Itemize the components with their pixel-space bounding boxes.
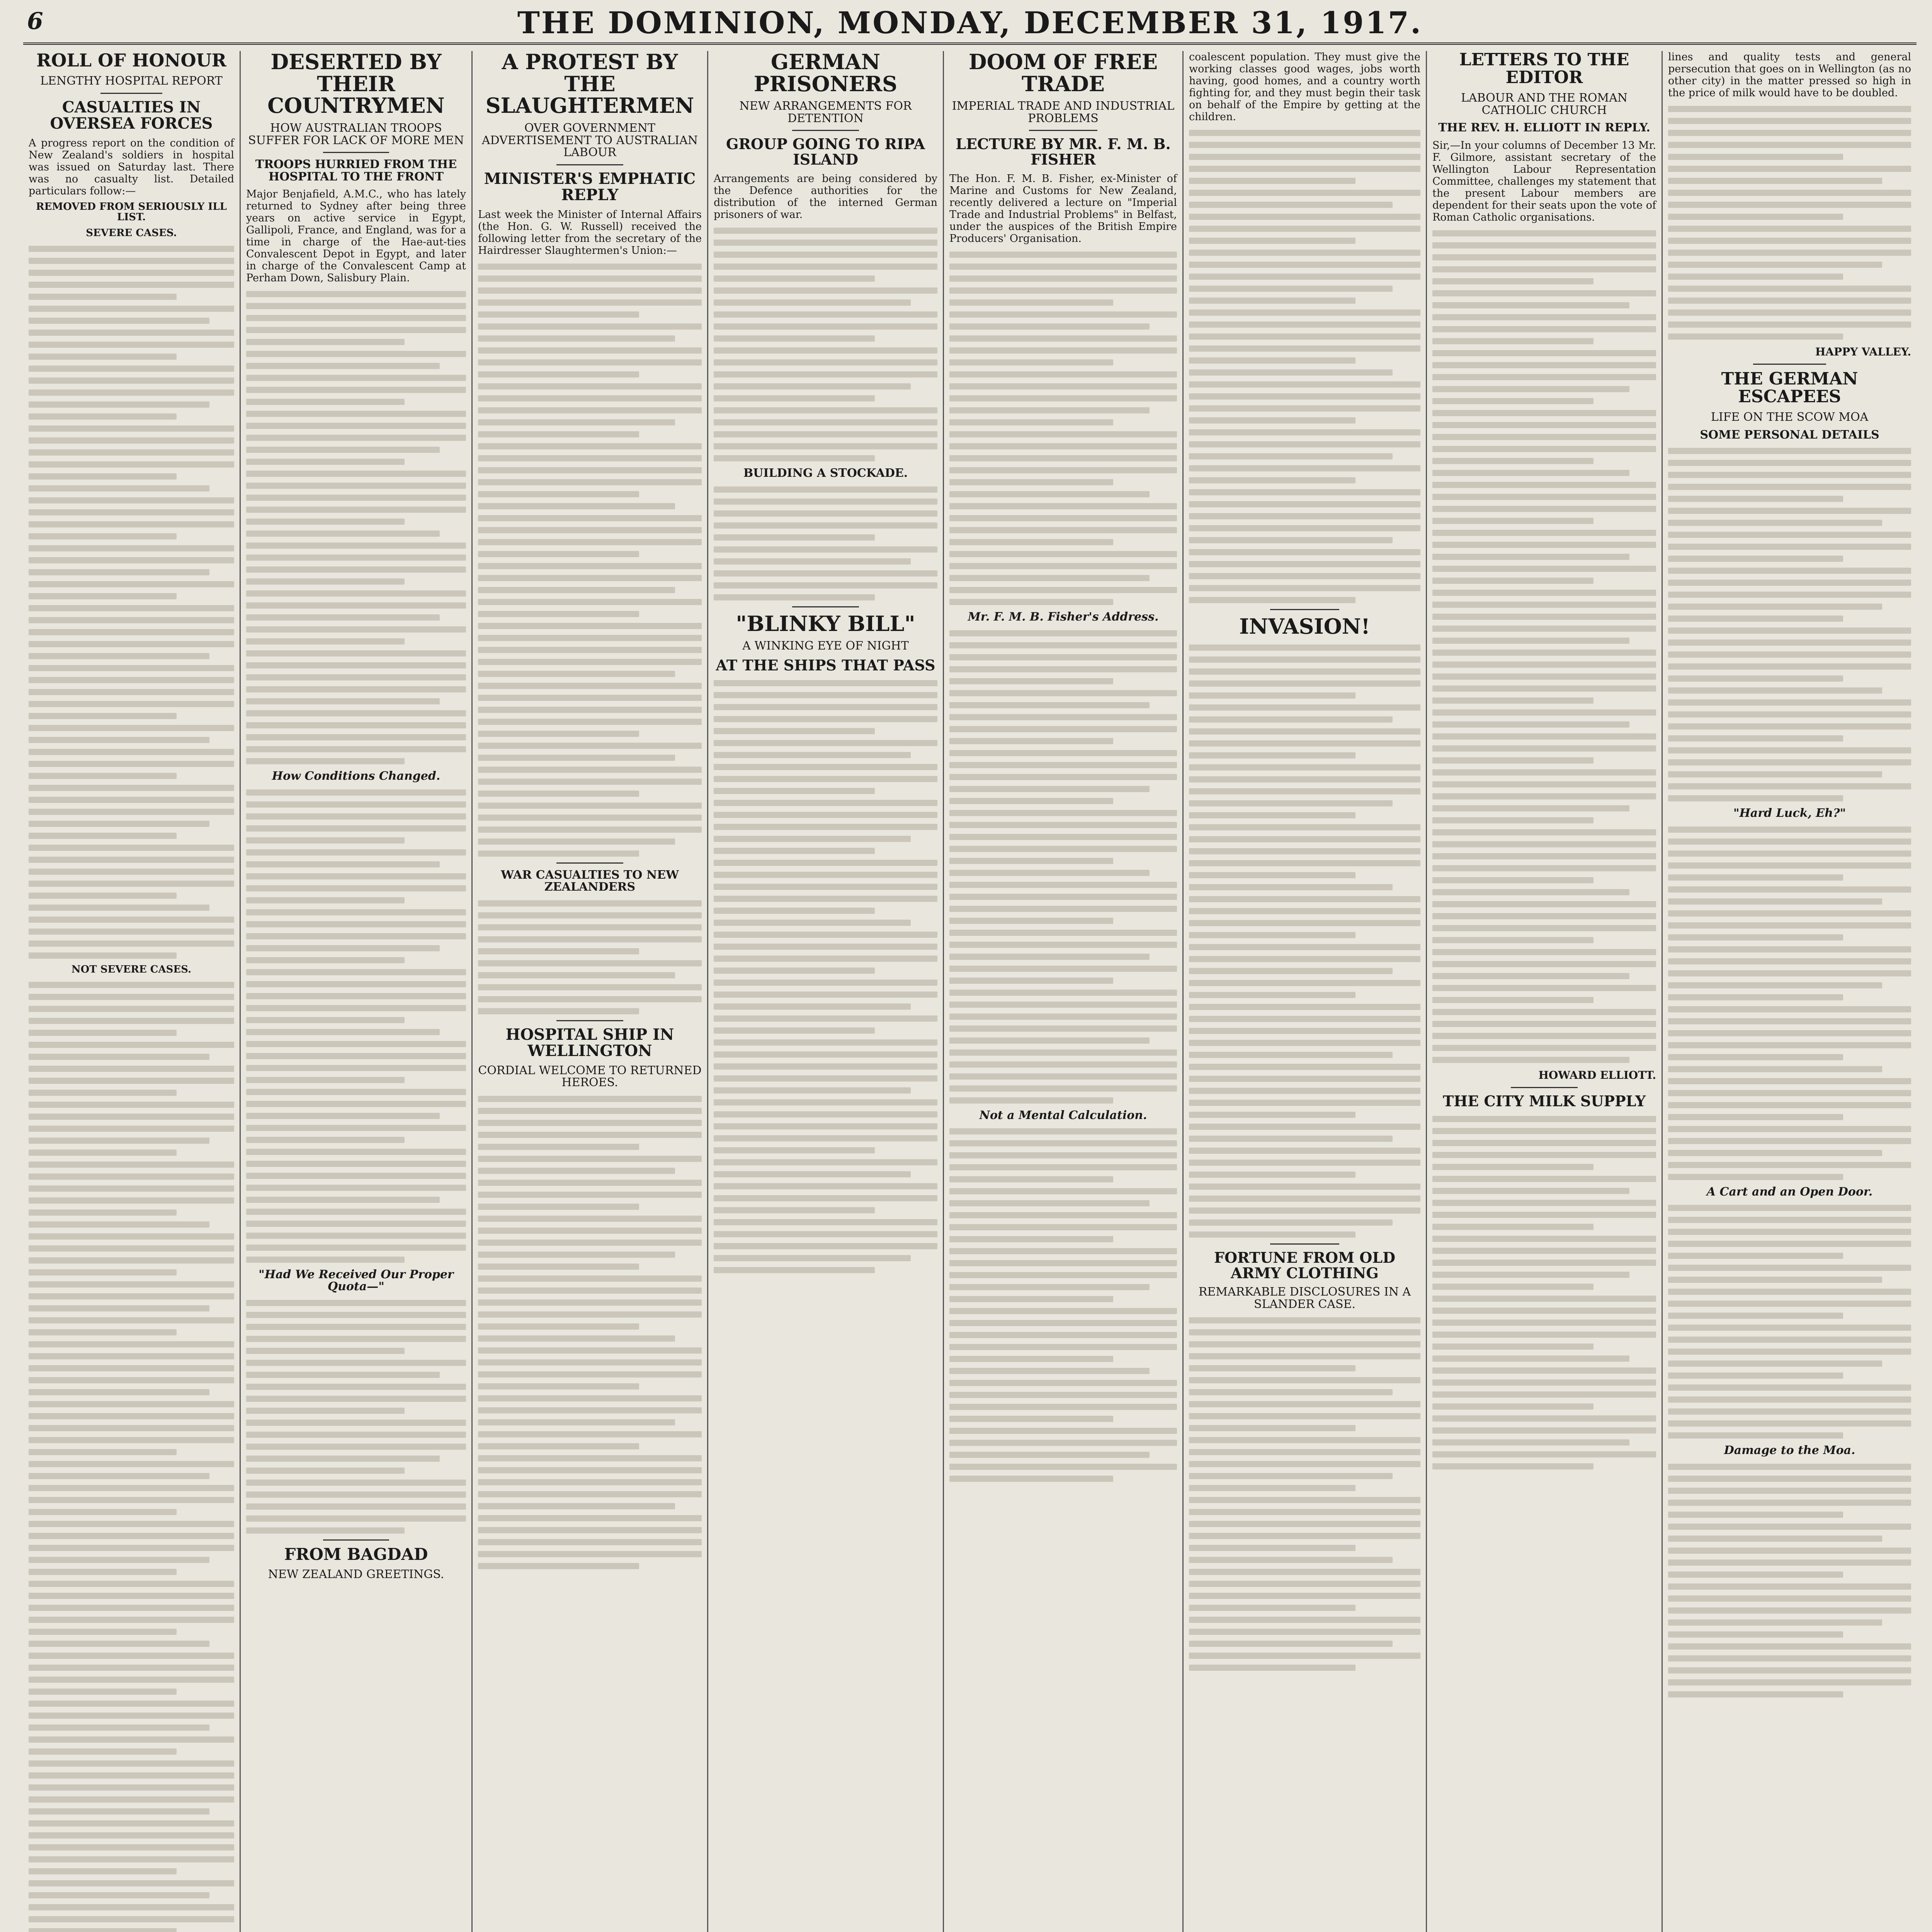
- letter-body: [1432, 230, 1656, 1063]
- column-5: [943, 51, 1182, 1932]
- roll-of-honour-heading: ROLL OF HONOUR: [36, 51, 226, 71]
- winking-eye-subheading: A WINKING EYE OF NIGHT: [742, 639, 909, 653]
- labour-church-subheading: LABOUR AND THE ROMAN CATHOLIC CHURCH: [1461, 91, 1628, 117]
- divider: [556, 1020, 624, 1021]
- deserted-intro: Major Benjafield, A.M.C., who has lately returned to Sydney after being three years on active service in Egypt, Gallipoli, France, and England, was for a time in charge of the Hae-aut-ties Convalescent Depot in Egypt, and later in charge of the Convalescent Camp at Perham Down, Salisbury Plain.: [246, 188, 466, 284]
- free-trade-continued: coalescent population. They must give the working classes good wages, jobs worth having, good homes, and a country worth fighting for, and they must begin their task on behalf of the Empire by getting at the children.: [1189, 51, 1420, 123]
- conditions-changed-heading: How Conditions Changed.: [272, 769, 440, 783]
- column-7: [1426, 51, 1662, 1932]
- ships-that-pass-heading: AT THE SHIPS THAT PASS: [716, 656, 935, 674]
- column-2: [240, 51, 471, 1932]
- column-4: [707, 51, 943, 1932]
- letter-body: [1668, 106, 1911, 340]
- letter-body-2: [1432, 1116, 1656, 1469]
- fisher-lecture-heading: LECTURE BY MR. F. M. B. FISHER: [956, 135, 1171, 168]
- free-trade-heading: DOOM OF FREE TRADE: [968, 51, 1158, 96]
- divider: [792, 130, 859, 131]
- from-bagdad-heading: FROM BAGDAD: [284, 1544, 428, 1564]
- cart-open-door-heading: A Cart and an Open Door.: [1706, 1185, 1873, 1199]
- stockade-heading: BUILDING A STOCKADE.: [743, 466, 908, 480]
- troops-hurried-heading: TROOPS HURRIED FROM THE HOSPITAL TO THE FRONT: [255, 158, 457, 184]
- german-prisoners-intro: Arrangements are being considered by the Defence authorities for the distribution of the interned German prisoners of war.: [714, 173, 937, 221]
- mental-calculation-heading: Not a Mental Calculation.: [979, 1108, 1147, 1122]
- roll-of-honour-subheading: LENGTHY HOSPITAL REPORT: [40, 74, 223, 88]
- german-prisoners-heading: GERMAN PRISONERS: [753, 51, 898, 96]
- fisher-address-heading: Mr. F. M. B. Fisher's Address.: [968, 610, 1159, 624]
- article-body: [246, 291, 466, 764]
- minister-reply-heading: MINISTER'S EMPHATIC REPLY: [484, 169, 696, 204]
- article-body: [949, 252, 1177, 605]
- protest-intro: Last week the Minister of Internal Affairs (the Hon. G. W. Russell) received the following letter from the secretary of the Hairdresser Slaughtermen's Union:—: [478, 208, 702, 257]
- milk-supply-heading: THE CITY MILK SUPPLY: [1443, 1092, 1646, 1110]
- milk-letter-continued: lines and quality tests and general persecution that goes on in Wellington (as no other city) in the matter pressed so high in the price of milk would have to be doubled.: [1668, 51, 1911, 99]
- german-prisoners-subheading: NEW ARRANGEMENTS FOR DETENTION: [739, 99, 912, 125]
- casualty-list: [29, 246, 234, 959]
- nz-greetings-subheading: NEW ZEALAND GREETINGS.: [268, 1567, 444, 1581]
- divider: [556, 862, 624, 864]
- page-title: THE DOMINION, MONDAY, DECEMBER 31, 1917.: [517, 5, 1423, 41]
- article-body-3: [478, 1096, 702, 1569]
- elliott-reply-heading: THE REV. H. ELLIOTT IN REPLY.: [1438, 121, 1650, 135]
- divider: [556, 164, 624, 165]
- slander-case-subheading: REMARKABLE DISCLOSURES IN A SLANDER CASE.: [1198, 1285, 1411, 1311]
- divider: [1753, 364, 1826, 365]
- masthead: [23, 5, 1917, 45]
- article-body: [714, 228, 937, 461]
- column-8: [1662, 51, 1917, 1932]
- blinky-bill-heading: "BLINKY BILL": [736, 611, 915, 636]
- divider: [1511, 1087, 1578, 1088]
- hard-luck-heading: "Hard Luck, Eh?": [1733, 806, 1846, 820]
- invasion-heading: INVASION!: [1239, 614, 1370, 639]
- war-casualties-heading: WAR CASUALTIES TO NEW ZEALANDERS: [501, 868, 679, 894]
- column-1: [23, 51, 240, 1932]
- divider: [323, 152, 389, 153]
- deserted-subheading: HOW AUSTRALIAN TROOPS SUFFER FOR LACK OF MORE MEN: [248, 121, 464, 147]
- casualties-intro: A progress report on the condition of New Zealand's soldiers in hospital was issued on Saturday last. There was no casualty list. Detailed particulars follow:—: [29, 137, 234, 197]
- article-body-2: [714, 486, 937, 600]
- letters-heading: LETTERS TO THE EDITOR: [1459, 51, 1629, 88]
- article-body-3: [714, 680, 937, 1273]
- divider: [100, 93, 162, 94]
- article-body: [478, 264, 702, 857]
- protest-subheading: OVER GOVERNMENT ADVERTISEMENT TO AUSTRALIAN LABOUR: [481, 121, 698, 160]
- cordial-welcome-subheading: CORDIAL WELCOME TO RETURNED HEROES.: [478, 1063, 702, 1090]
- article-body: [1189, 130, 1420, 603]
- article-body-2: [949, 630, 1177, 1104]
- divider: [1270, 1243, 1340, 1245]
- letter-signature: HAPPY VALLEY.: [1815, 345, 1911, 358]
- article-body-3: [949, 1128, 1177, 1482]
- protest-heading: A PROTEST BY THE SLAUGHTERMEN: [485, 51, 694, 118]
- army-clothing-heading: FORTUNE FROM OLD ARMY CLOTHING: [1214, 1248, 1396, 1282]
- column-6: [1182, 51, 1426, 1932]
- severe-cases-heading: SEVERE CASES.: [86, 227, 177, 239]
- article-body: [1668, 448, 1911, 801]
- divider: [792, 606, 859, 607]
- hospital-ship-heading: HOSPITAL SHIP IN WELLINGTON: [505, 1025, 674, 1060]
- removed-list-heading: REMOVED FROM SERIOUSLY ILL LIST.: [36, 201, 227, 223]
- free-trade-subheading: IMPERIAL TRADE AND INDUSTRIAL PROBLEMS: [952, 99, 1175, 125]
- divider: [1270, 609, 1340, 610]
- not-severe-cases-heading: NOT SEVERE CASES.: [71, 963, 192, 975]
- casualty-list-2: [29, 982, 234, 1932]
- article-body-2: [478, 900, 702, 1014]
- personal-details-heading: SOME PERSONAL DETAILS: [1700, 428, 1879, 442]
- article-body-3: [246, 1300, 466, 1534]
- column-3: [471, 51, 707, 1932]
- article-body-2: [1189, 645, 1420, 1238]
- damage-moa-heading: Damage to the Moa.: [1724, 1444, 1855, 1458]
- divider: [1029, 130, 1097, 131]
- scow-moa-subheading: LIFE ON THE SCOW MOA: [1711, 410, 1869, 424]
- deserted-heading: DESERTED BY THEIR COUNTRYMEN: [267, 51, 445, 118]
- article-body-2: [246, 789, 466, 1263]
- letter-intro: Sir,—In your columns of December 13 Mr. F. Gilmore, assistant secretary of the Wellington Labour Representation Committee, challenges my statement that the present Labour members are dependent for their seats upon the vote of Roman Catholic organisations.: [1432, 139, 1656, 223]
- page-number: 6: [27, 8, 43, 35]
- article-body-3: [1189, 1317, 1420, 1671]
- proper-quota-heading: "Had We Received Our Proper Quota—": [259, 1267, 454, 1294]
- article-body-3: [1668, 1205, 1911, 1439]
- casualties-heading: CASUALTIES IN OVERSEA FORCES: [50, 98, 213, 133]
- article-body-4: [1668, 1464, 1911, 1697]
- divider: [323, 1539, 389, 1541]
- ripa-island-heading: GROUP GOING TO RIPA ISLAND: [726, 135, 925, 168]
- letter-signature: HOWARD ELLIOTT.: [1538, 1068, 1656, 1082]
- article-body-2: [1668, 827, 1911, 1180]
- free-trade-intro: The Hon. F. M. B. Fisher, ex-Minister of Marine and Customs for New Zealand, recently delivered a lecture on "Imperial Trade and Industrial Problems" in Belfast, under the auspices of the British Empire Producers' Organisation.: [949, 173, 1177, 245]
- german-escapees-heading: THE GERMAN ESCAPEES: [1721, 369, 1858, 407]
